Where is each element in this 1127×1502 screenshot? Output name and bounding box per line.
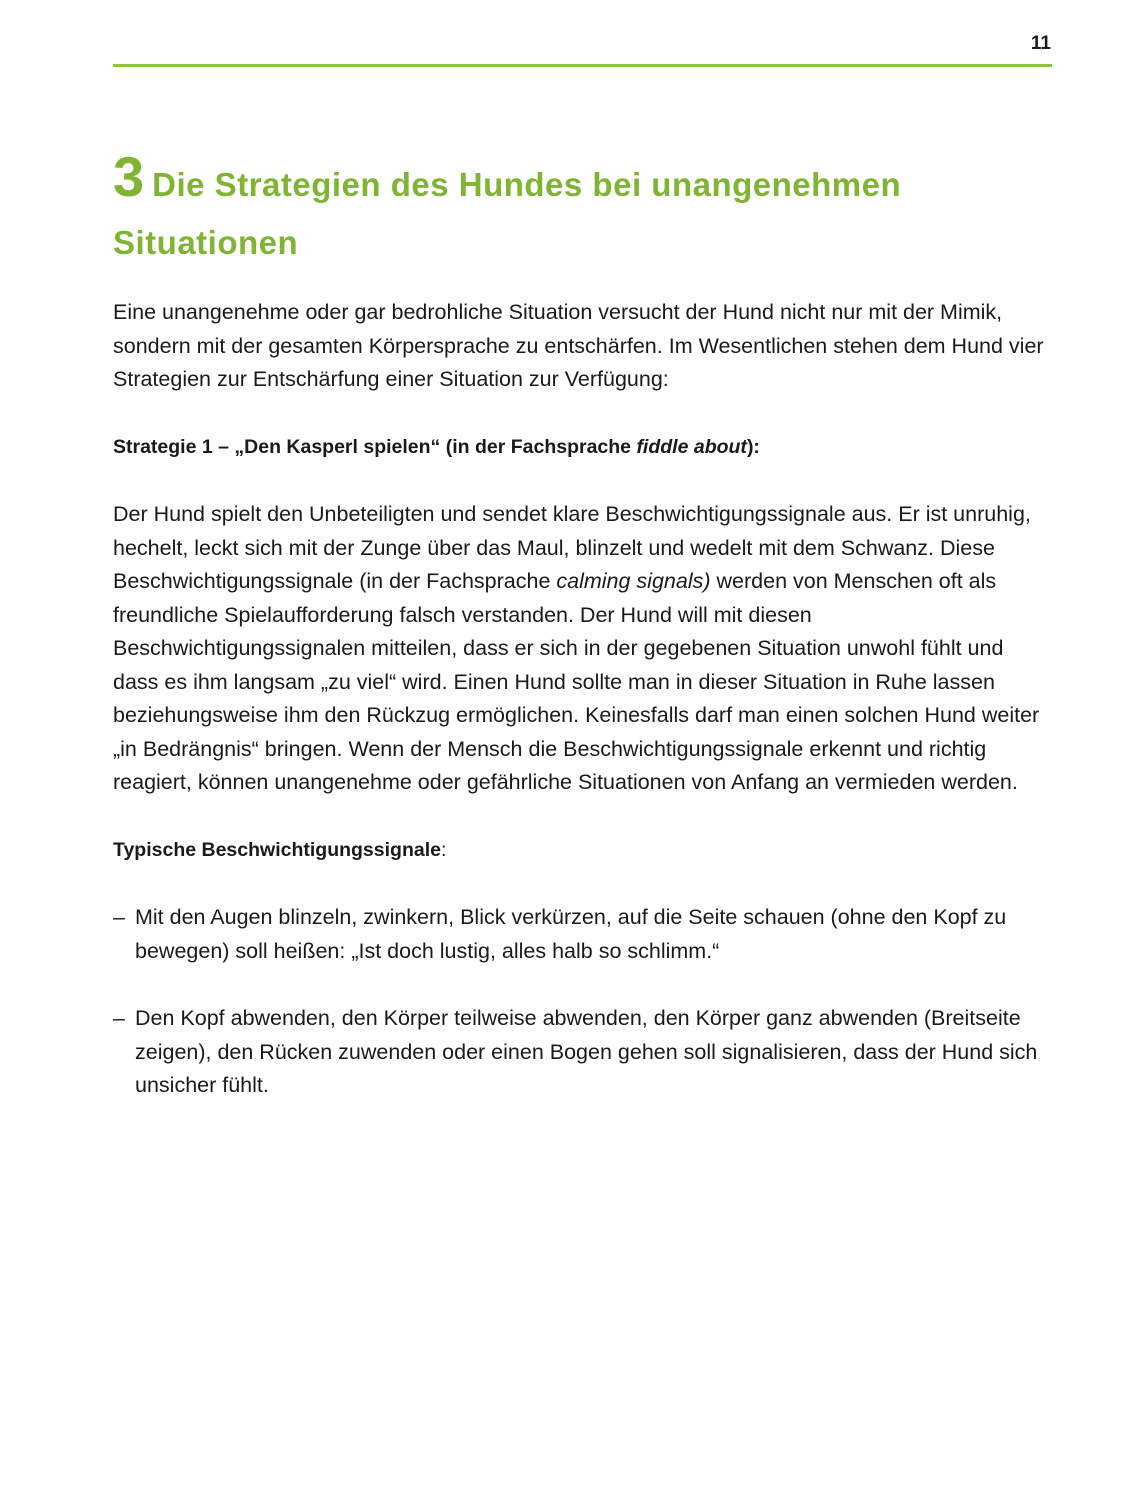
list-item-text: Mit den Augen blinzeln, zwinkern, Blick verkürzen, auf die Seite schauen (ohne den Kopf zu bewegen) soll heißen: „Ist doch lustig, alles halb so schlimm.“ bbox=[135, 905, 1007, 963]
strategy-1-paragraph bbox=[113, 498, 1048, 800]
chapter-heading bbox=[113, 145, 1013, 272]
page-content bbox=[113, 296, 1048, 1137]
strategy-1-heading-lead: Strategie 1 – „Den Kasperl spielen“ (in der Fachsprache bbox=[113, 435, 637, 458]
dash-bullet: – bbox=[113, 905, 125, 929]
strategy-1-heading bbox=[113, 431, 1048, 465]
dash-bullet: – bbox=[113, 1006, 125, 1030]
strategy-1-heading-tail: ): bbox=[746, 435, 760, 458]
strategy-1-para-term: calming signals) bbox=[556, 569, 711, 593]
strategy-1-heading-term: fiddle about bbox=[636, 435, 747, 458]
chapter-title: Die Strategien des Hundes bei unangenehmen Situationen bbox=[113, 166, 902, 261]
list-item bbox=[113, 1002, 1048, 1103]
list-item bbox=[113, 901, 1048, 968]
list-item-text: Den Kopf abwenden, den Körper teilweise abwenden, den Körper ganz abwenden (Breitseite zeigen), den Rücken zuwenden oder einen Bogen gehen soll signalisieren, dass der Hund sich unsicher fühlt. bbox=[135, 1006, 1038, 1097]
strategy-1-para-lead: Der Hund spielt den Unbeteiligten und sendet klare Beschwichtigungssignale aus. Er ist unruhig, hechelt, leckt sich mit der Zunge über das Maul, blinzelt und wedelt mit dem Schwanz. Diese Beschwichtigungssignale (in der Fachsprache bbox=[113, 502, 1031, 593]
strategy-1-para-tail: werden von Menschen oft als freundliche Spielaufforderung falsch verstanden. Der Hund will mit diesen Beschwichtigungssignalen mitteilen, dass er sich in der gegebenen Situation unwohl fühlt und dass es ihm langsam „zu viel“ wird. Einen Hund sollte man in dieser Situation in Ruhe lassen beziehungsweise ihm den Rückzug ermöglichen. Keinesfalls darf man einen solchen Hund weiter „in Bedrängnis“ bringen. Wenn der Mensch die Beschwichtigungssignale erkennt und richtig reagiert, können unangenehme oder gefährliche Situationen von Anfang an vermieden werden. bbox=[113, 569, 1040, 794]
signals-heading-text: Typische Beschwichtigungssignale bbox=[113, 838, 441, 861]
signals-heading-colon: : bbox=[440, 838, 447, 861]
header-rule bbox=[113, 64, 1052, 67]
page-number: 11 bbox=[1030, 33, 1051, 54]
chapter-number: 3 bbox=[113, 145, 145, 208]
signals-heading bbox=[113, 834, 1048, 868]
intro-paragraph: Eine unangenehme oder gar bedrohliche Situation versucht der Hund nicht nur mit der Mimik, sondern mit der gesamten Körpersprache zu entschärfen. Im Wesentlichen stehen dem Hund vier Strategien zur Entschärfung einer Situation zur Verfügung: bbox=[113, 300, 1044, 391]
